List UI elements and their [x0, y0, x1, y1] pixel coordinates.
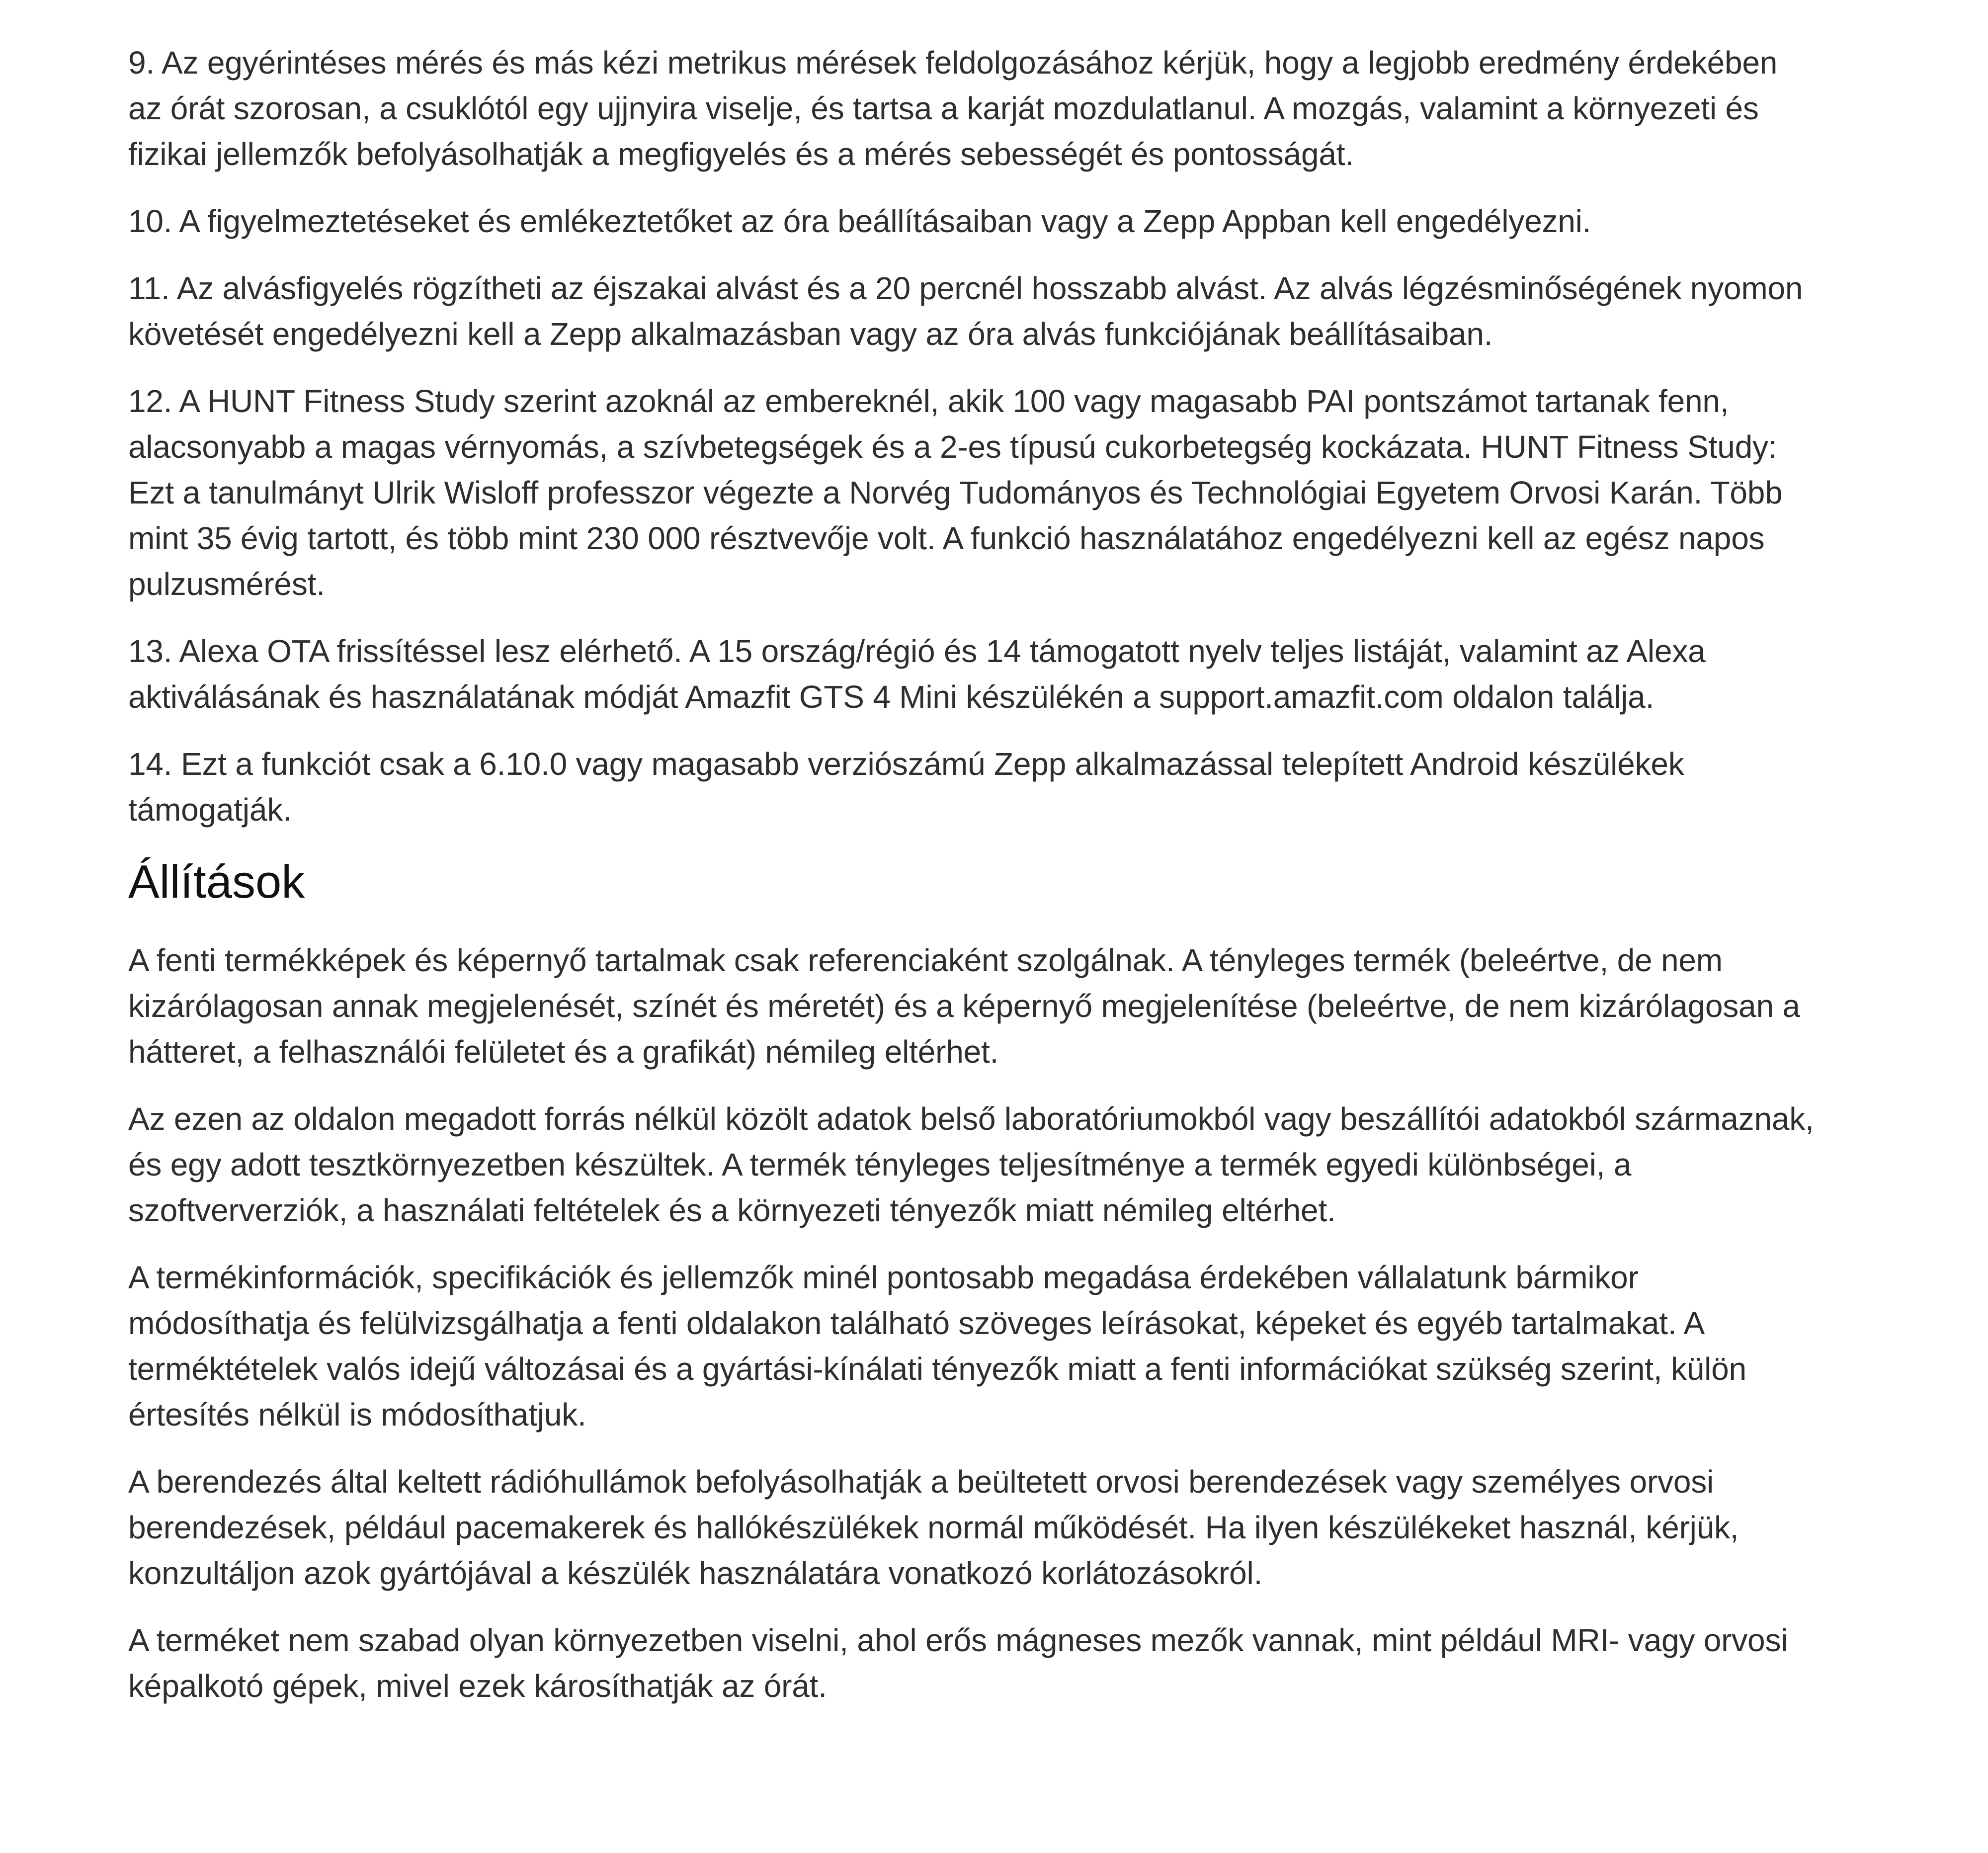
claims-paragraph-magnetic-fields: A terméket nem szabad olyan környezetben viselni, ahol erős mágneses mezők vannak, mint például MRI- vagy orvosi képalkotó gépek, mivel ezek károsíthatják az órát.	[128, 1622, 1788, 1704]
footnote-14: 14. Ezt a funkciót csak a 6.10.0 vagy magasabb verziószámú Zepp alkalmazással telepített Android készülékek támogatják.	[128, 746, 1684, 828]
claims-heading: Állítások	[128, 855, 305, 908]
footnote-12: 12. A HUNT Fitness Study szerint azoknál az embereknél, akik 100 vagy magasabb PAI pontszámot tartanak fenn, alacsonyabb a magas vérnyomás, a szívbetegségek és a 2-es típusú cukorbetegség kockázata. HUNT Fitness Study: Ezt a tanulmányt Ulrik Wisloff professzor végezte a Norvég Tudományos és Technológiai Egyetem Orvosi Karán. Több mint 35 évig tartott, és több mint 230 000 résztvevője volt. A funkció használatához engedélyezni kell az egész napos pulzusmérést.	[128, 383, 1783, 602]
claims-paragraph-modification: A termékinformációk, specifikációk és jellemzők minél pontosabb megadása érdekében vállalatunk bármikor módosíthatja és felülvizsgálhatja a fenti oldalakon található szöveges leírásokat, képeket és egyéb tartalmakat. A terméktételek valós idejű változásai és a gyártási-kínálati tényezők miatt a fenti információkat szükség szerint, külön értesítés nélkül is módosíthatjuk.	[128, 1260, 1746, 1432]
claims-paragraph-radio-waves: A berendezés által keltett rádióhullámok befolyásolhatják a beültetett orvosi berendezések vagy személyes orvosi berendezések, például pacemakerek és hallókészülékek normál működését. Ha ilyen készülékeket használ, kérjük, konzultáljon azok gyártójával a készülék használatára vonatkozó korlátozásokról.	[128, 1464, 1739, 1591]
claims-paragraph-images: A fenti termékképek és képernyő tartalmak csak referenciaként szolgálnak. A tényleges termék (beleértve, de nem kizárólagosan annak megjelenését, színét és méretét) és a képernyő megjelenítése (beleértve, de nem kizárólagosan a hátteret, a felhasználói felületet és a grafikát) némileg eltérhet.	[128, 942, 1800, 1070]
footnote-9: 9. Az egyérintéses mérés és más kézi metrikus mérések feldolgozásához kérjük, hogy a legjobb eredmény érdekében az órát szorosan, a csuklótól egy ujjnyira viselje, és tartsa a karját mozdulatlanul. A mozgás, valamint a környezeti és fizikai jellemzők befolyásolhatják a megfigyelés és a mérés sebességét és pontosságát.	[128, 45, 1778, 172]
footnotes-document	[128, 40, 1818, 1730]
footnote-10: 10. A figyelmeztetéseket és emlékeztetőket az óra beállításaiban vagy a Zepp Appban kell engedélyezni.	[128, 203, 1591, 239]
claims-paragraph-data-source: Az ezen az oldalon megadott forrás nélkül közölt adatok belső laboratóriumokból vagy beszállítói adatokból származnak, és egy adott tesztkörnyezetben készültek. A termék tényleges teljesítménye a termék egyedi különbségei, a szoftververziók, a használati feltételek és a környezeti tényezők miatt némileg eltérhet.	[128, 1101, 1814, 1228]
footnote-13: 13. Alexa OTA frissítéssel lesz elérhető. A 15 ország/régió és 14 támogatott nyelv teljes listáját, valamint az Alexa aktiválásának és használatának módját Amazfit GTS 4 Mini készülékén a support.amazfit.com oldalon találja.	[128, 633, 1706, 715]
footnote-11: 11. Az alvásfigyelés rögzítheti az éjszakai alvást és a 20 percnél hosszabb alvást. Az alvás légzésminőségének nyomon követését engedélyezni kell a Zepp alkalmazásban vagy az óra alvás funkciójának beállításaiban.	[128, 270, 1803, 352]
